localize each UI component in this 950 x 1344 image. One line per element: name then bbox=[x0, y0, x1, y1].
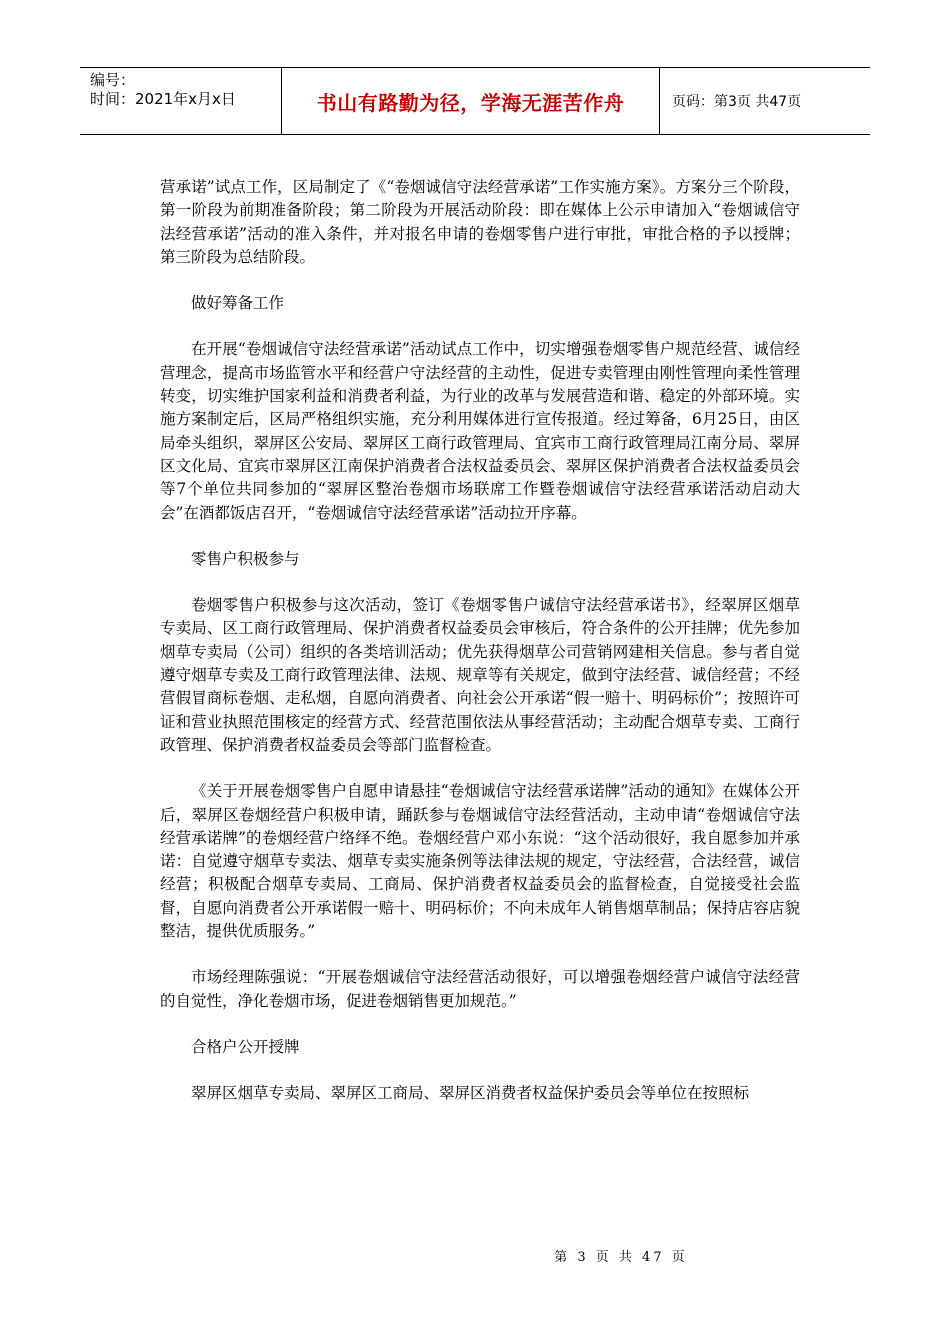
document-date: 时间：2021年x月x日 bbox=[90, 90, 236, 108]
page-footer bbox=[0, 1246, 950, 1265]
header-motto: 书山有路勤为径，学海无涯苦作舟 bbox=[316, 90, 625, 115]
section-heading: 零售户积极参与 bbox=[191, 549, 300, 568]
section-heading: 做好筹备工作 bbox=[191, 294, 285, 313]
body-paragraph: 卷烟零售户积极参与这次活动，签订《卷烟零售户诚信守法经营承诺书》，经翠屏区烟草专卖局、区工商行政管理局、保护消费者权益委员会审核后，符合条件的公开挂牌；优先参加烟草专卖局（公司）组织的各类培训活动；优先获得烟草公司营销网建相关信息。参与者自觉遵守烟草专卖及工商行政管理法律、法规、规章等有关规定，做到守法经营、诚信经营；不经营假冒商标卷烟、走私烟，自愿向消费者、向社会公开承诺“假一赔十、明码标价”；按照许可证和营业执照范围核定的经营方式、经营范围依法从事经营活动；主动配合烟草专卖、工商行政管理、保护消费者权益委员会等部门监督检查。 bbox=[160, 596, 800, 754]
header-motto-cell bbox=[282, 68, 660, 134]
body-paragraph: 翠屏区烟草专卖局、翠屏区工商局、翠屏区消费者权益保护委员会等单位在按照标 bbox=[191, 1084, 750, 1103]
page-info-text: 页码：第3页 共47页 bbox=[672, 94, 802, 110]
body-paragraph: 在开展“卷烟诚信守法经营承诺”活动试点工作中，切实增强卷烟零售户规范经营、诚信经营理念，提高市场监管水平和经营户守法经营的主动性，促进专卖管理由刚性管理向柔性管理转变，切实维护国家利益和消费者利益，为行业的改革与发展营造和谐、稳定的外部环境。实施方案制定后，区局严格组织实施，充分利用媒体进行宣传报道。经过筹备，6月25日，由区局牵头组织，翠屏区公安局、翠屏区工商行政管理局、宜宾市工商行政管理局江南分局、翠屏区文化局、宜宾市翠屏区江南保护消费者合法权益委员会、翠屏区保护消费者合法权益委员会等7个单位共同参加的“翠屏区整治卷烟市场联席工作暨卷烟诚信守法经营承诺活动启动大会”在酒都饭店召开，“卷烟诚信守法经营承诺”活动拉开序幕。 bbox=[160, 340, 800, 522]
page-header bbox=[80, 67, 870, 135]
header-page-info bbox=[660, 68, 870, 134]
footer-page-number: 第 3 页 共 47 页 bbox=[554, 1250, 688, 1265]
document-body bbox=[160, 176, 800, 1129]
body-paragraph: 营承诺”试点工作，区局制定了《“卷烟诚信守法经营承诺”工作实施方案》。方案分三个阶段，第一阶段为前期准备阶段；第二阶段为开展活动阶段：即在媒体上公示申请加入“卷烟诚信守法经营承诺”活动的准入条件，并对报名申请的卷烟零售户进行审批，审批合格的予以授牌；第三阶段为总结阶段。 bbox=[160, 178, 800, 266]
body-paragraph: 《关于开展卷烟零售户自愿申请悬挂“卷烟诚信守法经营承诺牌”活动的通知》在媒体公开后，翠屏区卷烟经营户积极申请，踊跃参与卷烟诚信守法经营活动，主动申请“卷烟诚信守法经营承诺牌”的卷烟经营户络绎不绝。卷烟经营户邓小东说：“这个活动很好，我自愿参加并承诺：自觉遵守烟草专卖法、烟草专卖实施条例等法律法规的规定，守法经营，合法经营，诚信经营；积极配合烟草专卖局、工商局、保护消费者权益委员会的监督检查，自觉接受社会监督，自愿向消费者公开承诺假一赔十、明码标价；不向未成年人销售烟草制品；保持店容店貌整洁，提供优质服务。” bbox=[160, 782, 800, 941]
body-paragraph: 市场经理陈强说：“开展卷烟诚信守法经营活动很好，可以增强卷烟经营户诚信守法经营的自觉性，净化卷烟市场，促进卷烟销售更加规范。” bbox=[160, 968, 800, 1010]
header-meta bbox=[80, 68, 282, 134]
document-number-label: 编号： bbox=[90, 71, 136, 89]
section-heading: 合格户公开授牌 bbox=[191, 1037, 300, 1056]
